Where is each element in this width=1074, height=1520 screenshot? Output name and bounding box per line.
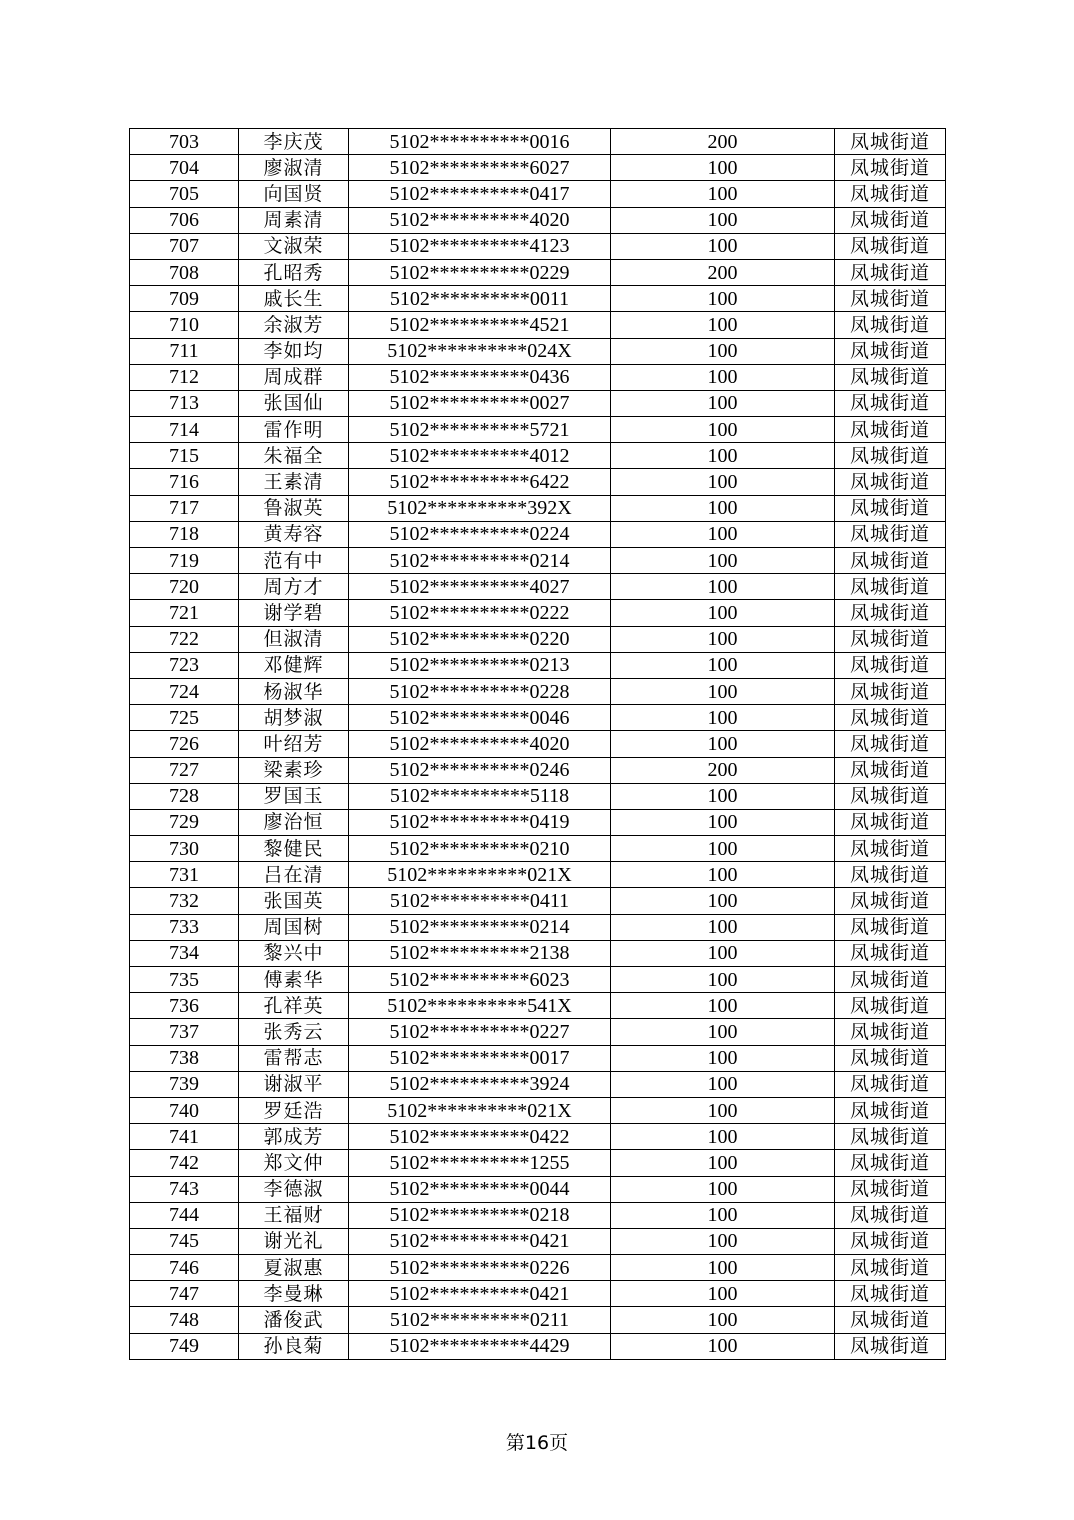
amount-cell: 100 (611, 1150, 835, 1176)
id-number-cell: 5102**********0046 (349, 705, 611, 731)
street-cell: 凤城街道 (835, 1045, 946, 1071)
table-row (130, 1019, 946, 1045)
street-cell: 凤城街道 (835, 862, 946, 888)
amount-cell: 100 (611, 521, 835, 547)
street-cell: 凤城街道 (835, 836, 946, 862)
table-row (130, 364, 946, 390)
amount-cell: 100 (611, 1176, 835, 1202)
name-cell: 李曼琳 (239, 1281, 349, 1307)
name-cell: 周方才 (239, 574, 349, 600)
id-number-cell: 5102**********4012 (349, 443, 611, 469)
row-number-cell: 731 (130, 862, 239, 888)
name-cell: 周素清 (239, 207, 349, 233)
street-cell: 凤城街道 (835, 155, 946, 181)
row-number-cell: 716 (130, 469, 239, 495)
id-number-cell: 5102**********0226 (349, 1255, 611, 1281)
name-cell: 张秀云 (239, 1019, 349, 1045)
name-cell: 雷作明 (239, 417, 349, 443)
street-cell: 凤城街道 (835, 1333, 946, 1359)
table-row (130, 233, 946, 259)
name-cell: 胡梦淑 (239, 705, 349, 731)
row-number-cell: 724 (130, 678, 239, 704)
name-cell: 王素清 (239, 469, 349, 495)
table-row (130, 1228, 946, 1254)
street-cell: 凤城街道 (835, 129, 946, 155)
id-number-cell: 5102**********541X (349, 993, 611, 1019)
amount-cell: 100 (611, 1228, 835, 1254)
street-cell: 凤城街道 (835, 233, 946, 259)
table-row (130, 862, 946, 888)
amount-cell: 100 (611, 1124, 835, 1150)
id-number-cell: 5102**********0214 (349, 548, 611, 574)
row-number-cell: 717 (130, 495, 239, 521)
street-cell: 凤城街道 (835, 207, 946, 233)
name-cell: 杨淑华 (239, 678, 349, 704)
id-number-cell: 5102**********5721 (349, 417, 611, 443)
street-cell: 凤城街道 (835, 783, 946, 809)
street-cell: 凤城街道 (835, 1097, 946, 1123)
row-number-cell: 735 (130, 967, 239, 993)
id-number-cell: 5102**********0214 (349, 914, 611, 940)
row-number-cell: 718 (130, 521, 239, 547)
street-cell: 凤城街道 (835, 259, 946, 285)
name-cell: 文淑荣 (239, 233, 349, 259)
row-number-cell: 704 (130, 155, 239, 181)
name-cell: 黎兴中 (239, 940, 349, 966)
id-number-cell: 5102**********0417 (349, 181, 611, 207)
row-number-cell: 705 (130, 181, 239, 207)
name-cell: 廖治恒 (239, 809, 349, 835)
row-number-cell: 727 (130, 757, 239, 783)
street-cell: 凤城街道 (835, 390, 946, 416)
amount-cell: 100 (611, 626, 835, 652)
id-number-cell: 5102**********4027 (349, 574, 611, 600)
row-number-cell: 711 (130, 338, 239, 364)
id-number-cell: 5102**********4429 (349, 1333, 611, 1359)
amount-cell: 100 (611, 390, 835, 416)
id-number-cell: 5102**********5118 (349, 783, 611, 809)
amount-cell: 100 (611, 862, 835, 888)
name-cell: 雷帮志 (239, 1045, 349, 1071)
street-cell: 凤城街道 (835, 1307, 946, 1333)
amount-cell: 100 (611, 836, 835, 862)
name-cell: 李庆茂 (239, 129, 349, 155)
name-cell: 傅素华 (239, 967, 349, 993)
id-number-cell: 5102**********0229 (349, 259, 611, 285)
id-number-cell: 5102**********0227 (349, 1019, 611, 1045)
id-number-cell: 5102**********0228 (349, 678, 611, 704)
table-row (130, 1071, 946, 1097)
amount-cell: 100 (611, 731, 835, 757)
table-row (130, 836, 946, 862)
row-number-cell: 722 (130, 626, 239, 652)
name-cell: 黄寿容 (239, 521, 349, 547)
id-number-cell: 5102**********0421 (349, 1228, 611, 1254)
table-row (130, 181, 946, 207)
table-row (130, 390, 946, 416)
street-cell: 凤城街道 (835, 1281, 946, 1307)
id-number-cell: 5102**********4020 (349, 207, 611, 233)
row-number-cell: 710 (130, 312, 239, 338)
amount-cell: 200 (611, 259, 835, 285)
name-cell: 孔昭秀 (239, 259, 349, 285)
id-number-cell: 5102**********0224 (349, 521, 611, 547)
street-cell: 凤城街道 (835, 1071, 946, 1097)
row-number-cell: 734 (130, 940, 239, 966)
amount-cell: 100 (611, 469, 835, 495)
street-cell: 凤城街道 (835, 443, 946, 469)
table-row (130, 914, 946, 940)
row-number-cell: 703 (130, 129, 239, 155)
table-row (130, 1202, 946, 1228)
id-number-cell: 5102**********0222 (349, 600, 611, 626)
street-cell: 凤城街道 (835, 1255, 946, 1281)
id-number-cell: 5102**********4123 (349, 233, 611, 259)
row-number-cell: 707 (130, 233, 239, 259)
table-row (130, 155, 946, 181)
name-cell: 罗国玉 (239, 783, 349, 809)
table-row (130, 731, 946, 757)
street-cell: 凤城街道 (835, 809, 946, 835)
id-number-cell: 5102**********0411 (349, 888, 611, 914)
street-cell: 凤城街道 (835, 600, 946, 626)
amount-cell: 100 (611, 940, 835, 966)
id-number-cell: 5102**********0044 (349, 1176, 611, 1202)
row-number-cell: 739 (130, 1071, 239, 1097)
row-number-cell: 749 (130, 1333, 239, 1359)
street-cell: 凤城街道 (835, 1150, 946, 1176)
name-cell: 夏淑惠 (239, 1255, 349, 1281)
street-cell: 凤城街道 (835, 757, 946, 783)
row-number-cell: 748 (130, 1307, 239, 1333)
street-cell: 凤城街道 (835, 967, 946, 993)
row-number-cell: 714 (130, 417, 239, 443)
row-number-cell: 746 (130, 1255, 239, 1281)
amount-cell: 100 (611, 155, 835, 181)
name-cell: 谢学碧 (239, 600, 349, 626)
amount-cell: 100 (611, 417, 835, 443)
street-cell: 凤城街道 (835, 1228, 946, 1254)
street-cell: 凤城街道 (835, 548, 946, 574)
table-row (130, 338, 946, 364)
row-number-cell: 732 (130, 888, 239, 914)
name-cell: 但淑清 (239, 626, 349, 652)
row-number-cell: 725 (130, 705, 239, 731)
id-number-cell: 5102**********021X (349, 862, 611, 888)
amount-cell: 100 (611, 1202, 835, 1228)
row-number-cell: 733 (130, 914, 239, 940)
row-number-cell: 729 (130, 809, 239, 835)
table-row (130, 259, 946, 285)
row-number-cell: 745 (130, 1228, 239, 1254)
amount-cell: 100 (611, 338, 835, 364)
street-cell: 凤城街道 (835, 705, 946, 731)
street-cell: 凤城街道 (835, 469, 946, 495)
name-cell: 张国英 (239, 888, 349, 914)
table-row (130, 286, 946, 312)
amount-cell: 100 (611, 809, 835, 835)
row-number-cell: 744 (130, 1202, 239, 1228)
amount-cell: 100 (611, 286, 835, 312)
id-number-cell: 5102**********3924 (349, 1071, 611, 1097)
street-cell: 凤城街道 (835, 417, 946, 443)
amount-cell: 100 (611, 1255, 835, 1281)
id-number-cell: 5102**********0213 (349, 652, 611, 678)
id-number-cell: 5102**********392X (349, 495, 611, 521)
amount-cell: 100 (611, 443, 835, 469)
name-cell: 潘俊武 (239, 1307, 349, 1333)
id-number-cell: 5102**********0210 (349, 836, 611, 862)
name-cell: 谢光礼 (239, 1228, 349, 1254)
name-cell: 向国贤 (239, 181, 349, 207)
id-number-cell: 5102**********0419 (349, 809, 611, 835)
id-number-cell: 5102**********2138 (349, 940, 611, 966)
page-number: 第16页 (505, 1432, 569, 1454)
table-body (130, 129, 946, 1360)
name-cell: 梁素珍 (239, 757, 349, 783)
data-table (129, 128, 946, 1360)
amount-cell: 100 (611, 1045, 835, 1071)
name-cell: 范有中 (239, 548, 349, 574)
table-row (130, 574, 946, 600)
id-number-cell: 5102**********0421 (349, 1281, 611, 1307)
table-row (130, 1150, 946, 1176)
street-cell: 凤城街道 (835, 1124, 946, 1150)
row-number-cell: 743 (130, 1176, 239, 1202)
table-row (130, 993, 946, 1019)
amount-cell: 100 (611, 495, 835, 521)
row-number-cell: 740 (130, 1097, 239, 1123)
row-number-cell: 736 (130, 993, 239, 1019)
name-cell: 周成群 (239, 364, 349, 390)
table-row (130, 1124, 946, 1150)
row-number-cell: 741 (130, 1124, 239, 1150)
table-row (130, 1255, 946, 1281)
street-cell: 凤城街道 (835, 652, 946, 678)
table-row (130, 626, 946, 652)
table-row (130, 1176, 946, 1202)
row-number-cell: 706 (130, 207, 239, 233)
amount-cell: 100 (611, 1333, 835, 1359)
name-cell: 朱福全 (239, 443, 349, 469)
table-row (130, 443, 946, 469)
street-cell: 凤城街道 (835, 678, 946, 704)
table-row (130, 1045, 946, 1071)
row-number-cell: 721 (130, 600, 239, 626)
table-row (130, 757, 946, 783)
name-cell: 余淑芳 (239, 312, 349, 338)
street-cell: 凤城街道 (835, 521, 946, 547)
name-cell: 王福财 (239, 1202, 349, 1228)
row-number-cell: 720 (130, 574, 239, 600)
name-cell: 叶绍芳 (239, 731, 349, 757)
street-cell: 凤城街道 (835, 731, 946, 757)
id-number-cell: 5102**********6027 (349, 155, 611, 181)
row-number-cell: 730 (130, 836, 239, 862)
table-row (130, 521, 946, 547)
id-number-cell: 5102**********0016 (349, 129, 611, 155)
id-number-cell: 5102**********0027 (349, 390, 611, 416)
street-cell: 凤城街道 (835, 495, 946, 521)
name-cell: 周国树 (239, 914, 349, 940)
street-cell: 凤城街道 (835, 888, 946, 914)
id-number-cell: 5102**********6023 (349, 967, 611, 993)
id-number-cell: 5102**********0422 (349, 1124, 611, 1150)
table-row (130, 312, 946, 338)
amount-cell: 100 (611, 783, 835, 809)
amount-cell: 100 (611, 678, 835, 704)
table-row (130, 1307, 946, 1333)
name-cell: 谢淑平 (239, 1071, 349, 1097)
street-cell: 凤城街道 (835, 286, 946, 312)
amount-cell: 100 (611, 888, 835, 914)
street-cell: 凤城街道 (835, 338, 946, 364)
name-cell: 黎健民 (239, 836, 349, 862)
street-cell: 凤城街道 (835, 181, 946, 207)
amount-cell: 100 (611, 652, 835, 678)
table-row (130, 1281, 946, 1307)
table-row (130, 678, 946, 704)
table-row (130, 783, 946, 809)
table-row (130, 129, 946, 155)
name-cell: 张国仙 (239, 390, 349, 416)
table-row (130, 548, 946, 574)
id-number-cell: 5102**********0211 (349, 1307, 611, 1333)
name-cell: 鲁淑英 (239, 495, 349, 521)
id-number-cell: 5102**********024X (349, 338, 611, 364)
amount-cell: 100 (611, 233, 835, 259)
table-row (130, 469, 946, 495)
id-number-cell: 5102**********021X (349, 1097, 611, 1123)
row-number-cell: 715 (130, 443, 239, 469)
row-number-cell: 712 (130, 364, 239, 390)
table-row (130, 207, 946, 233)
street-cell: 凤城街道 (835, 1019, 946, 1045)
amount-cell: 100 (611, 1097, 835, 1123)
table-row (130, 652, 946, 678)
amount-cell: 100 (611, 207, 835, 233)
row-number-cell: 742 (130, 1150, 239, 1176)
row-number-cell: 747 (130, 1281, 239, 1307)
amount-cell: 100 (611, 1019, 835, 1045)
row-number-cell: 723 (130, 652, 239, 678)
name-cell: 郭成芳 (239, 1124, 349, 1150)
amount-cell: 100 (611, 574, 835, 600)
amount-cell: 100 (611, 1071, 835, 1097)
name-cell: 孙良菊 (239, 1333, 349, 1359)
name-cell: 罗廷浩 (239, 1097, 349, 1123)
name-cell: 郑文仲 (239, 1150, 349, 1176)
street-cell: 凤城街道 (835, 626, 946, 652)
amount-cell: 100 (611, 600, 835, 626)
table-row (130, 888, 946, 914)
id-number-cell: 5102**********4020 (349, 731, 611, 757)
amount-cell: 100 (611, 1307, 835, 1333)
row-number-cell: 709 (130, 286, 239, 312)
table-row (130, 809, 946, 835)
amount-cell: 100 (611, 548, 835, 574)
amount-cell: 200 (611, 129, 835, 155)
id-number-cell: 5102**********0436 (349, 364, 611, 390)
amount-cell: 100 (611, 967, 835, 993)
row-number-cell: 708 (130, 259, 239, 285)
name-cell: 李如均 (239, 338, 349, 364)
amount-cell: 100 (611, 914, 835, 940)
table-row (130, 417, 946, 443)
table-row (130, 1097, 946, 1123)
table-row (130, 967, 946, 993)
id-number-cell: 5102**********0220 (349, 626, 611, 652)
street-cell: 凤城街道 (835, 993, 946, 1019)
street-cell: 凤城街道 (835, 364, 946, 390)
street-cell: 凤城街道 (835, 574, 946, 600)
id-number-cell: 5102**********0246 (349, 757, 611, 783)
name-cell: 吕在清 (239, 862, 349, 888)
row-number-cell: 728 (130, 783, 239, 809)
amount-cell: 100 (611, 1281, 835, 1307)
street-cell: 凤城街道 (835, 312, 946, 338)
id-number-cell: 5102**********0218 (349, 1202, 611, 1228)
street-cell: 凤城街道 (835, 1176, 946, 1202)
street-cell: 凤城街道 (835, 914, 946, 940)
amount-cell: 100 (611, 993, 835, 1019)
street-cell: 凤城街道 (835, 1202, 946, 1228)
row-number-cell: 726 (130, 731, 239, 757)
table-row (130, 705, 946, 731)
name-cell: 廖淑清 (239, 155, 349, 181)
row-number-cell: 737 (130, 1019, 239, 1045)
amount-cell: 200 (611, 757, 835, 783)
table-row (130, 600, 946, 626)
row-number-cell: 713 (130, 390, 239, 416)
amount-cell: 100 (611, 364, 835, 390)
name-cell: 戚长生 (239, 286, 349, 312)
id-number-cell: 5102**********0017 (349, 1045, 611, 1071)
row-number-cell: 738 (130, 1045, 239, 1071)
id-number-cell: 5102**********1255 (349, 1150, 611, 1176)
table-row (130, 1333, 946, 1359)
table-row (130, 940, 946, 966)
id-number-cell: 5102**********6422 (349, 469, 611, 495)
name-cell: 邓健辉 (239, 652, 349, 678)
street-cell: 凤城街道 (835, 940, 946, 966)
amount-cell: 100 (611, 181, 835, 207)
id-number-cell: 5102**********4521 (349, 312, 611, 338)
name-cell: 孔祥英 (239, 993, 349, 1019)
amount-cell: 100 (611, 705, 835, 731)
id-number-cell: 5102**********0011 (349, 286, 611, 312)
amount-cell: 100 (611, 312, 835, 338)
row-number-cell: 719 (130, 548, 239, 574)
name-cell: 李德淑 (239, 1176, 349, 1202)
table-row (130, 495, 946, 521)
